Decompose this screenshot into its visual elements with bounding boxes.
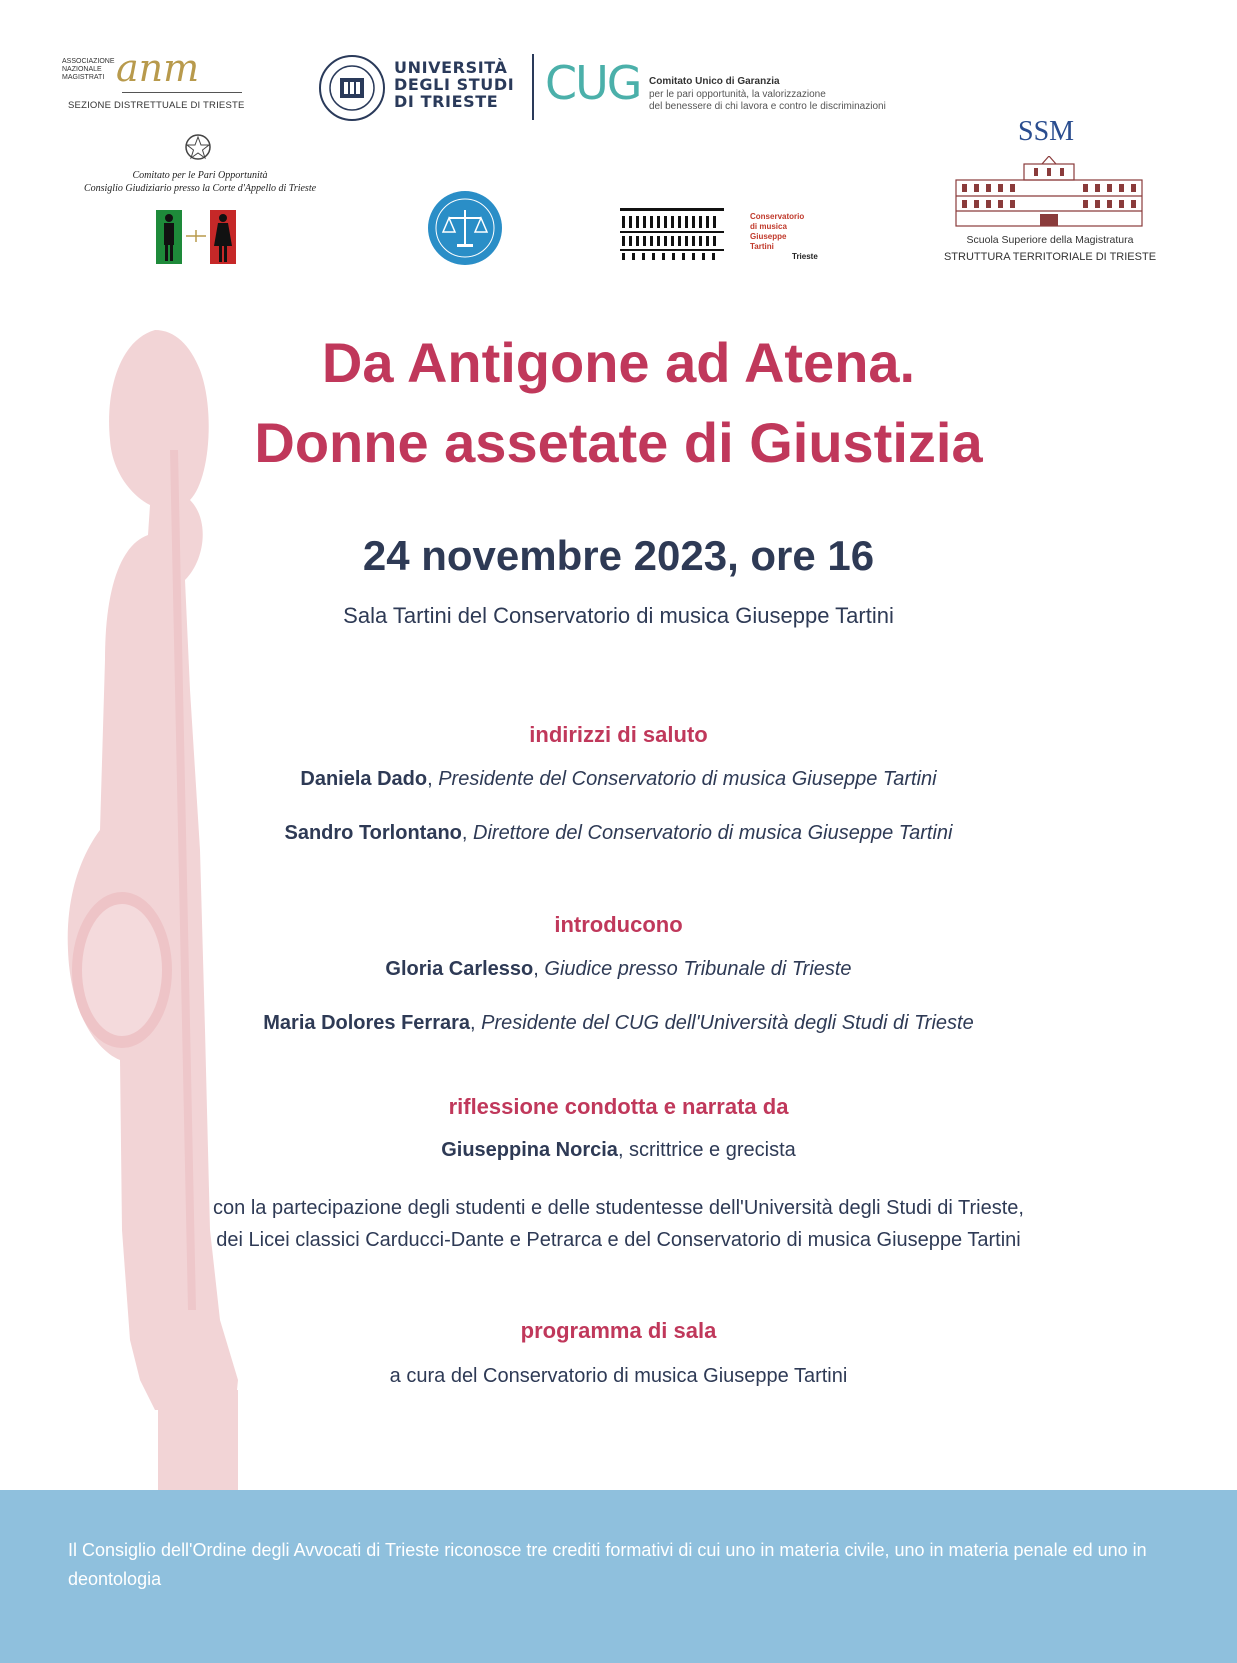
participation-line-2: dei Licei classici Carducci-Dante e Petrarca e del Conservatorio di musica Giuseppe Tartini (216, 1229, 1021, 1251)
intro-heading: introducono (554, 912, 683, 937)
greetings-heading: indirizzi di saluto (529, 722, 708, 747)
anm-small-line-2: NAZIONALE (62, 66, 102, 73)
cug-logo (545, 52, 915, 122)
ssm-name: Scuola Superiore della Magistratura (966, 234, 1134, 246)
greeting-line-1: Daniela Dado, Presidente del Conservatorio di musica Giuseppe Tartini (300, 768, 937, 790)
scales-of-justice-icon (427, 190, 503, 266)
university-line-1: UNIVERSITÀ (394, 58, 508, 77)
university-seal-icon (318, 54, 386, 122)
conservatorio-line-3: Giuseppe (750, 232, 787, 241)
university-line-3: DI TRIESTE (394, 92, 499, 111)
footer-band (0, 1490, 1237, 1663)
anm-small-line-1: ASSOCIAZIONE (62, 58, 115, 65)
ssm-building-icon (954, 156, 1144, 228)
conservatorio-columns-icon (620, 208, 724, 260)
cpo-line-2: Consiglio Giudiziario presso la Corte d'Appello di Trieste (83, 183, 317, 194)
conservatorio-city: Trieste (792, 252, 818, 261)
programme-line: a cura del Conservatorio di musica Giuseppe Tartini (389, 1365, 848, 1387)
participation-line-1: con la partecipazione degli studenti e delle studentesse dell'Università degli Studi di Trieste, (213, 1197, 1024, 1219)
university-line-2: DEGLI STUDI (394, 75, 515, 94)
header-divider (532, 54, 534, 120)
ssm-subtitle: STRUTTURA TERRITORIALE DI TRIESTE (943, 251, 1157, 263)
university-logo (318, 54, 518, 124)
cug-mark: CUG (545, 56, 641, 110)
pari-opportunita-icon (156, 210, 236, 264)
reflection-heading: riflessione condotta e narrata da (448, 1094, 789, 1119)
anm-divider (122, 92, 242, 93)
athena-statue-image (60, 330, 240, 1490)
programme-heading: programma di sala (520, 1318, 717, 1343)
event-venue: Sala Tartini del Conservatorio di musica Giuseppe Tartini (343, 603, 894, 628)
conservatorio-line-1: Conservatorio (750, 212, 805, 221)
ssm-mark: SSM (1018, 116, 1075, 147)
greeting-line-2: Sandro Torlontano, Direttore del Conservatorio di musica Giuseppe Tartini (284, 822, 953, 844)
conservatorio-line-4: Tartini (750, 242, 774, 251)
conservatorio-logo (620, 206, 830, 266)
footer-text: Il Consiglio dell'Ordine degli Avvocati di Trieste riconosce tre crediti formativi di cui uno in materia civile, uno in materia penale ed uno in deontologia (68, 1540, 1147, 1589)
cug-desc-1: per le pari opportunità, la valorizzazione (649, 89, 826, 100)
intro-line-2: Maria Dolores Ferrara, Presidente del CUG dell'Università degli Studi di Trieste (263, 1012, 974, 1034)
anm-logo (62, 46, 262, 116)
conservatorio-line-2: di musica (750, 222, 787, 231)
cug-desc-2: del benessere di chi lavora e contro le discriminazioni (649, 101, 886, 112)
reflection-line: Giuseppina Norcia, scrittrice e grecista (441, 1139, 796, 1161)
event-title-line-2: Donne assetate di Giustizia (254, 411, 983, 474)
event-date: 24 novembre 2023, ore 16 (362, 532, 875, 579)
italian-emblem-icon (183, 132, 213, 162)
cpo-logo (50, 130, 350, 270)
ssm-logo (930, 114, 1170, 274)
anm-small-line-3: MAGISTRATI (62, 74, 105, 81)
anm-subtitle: SEZIONE DISTRETTUALE DI TRIESTE (68, 100, 245, 111)
cug-name: Comitato Unico di Garanzia (649, 76, 780, 87)
intro-line-1: Gloria Carlesso, Giudice presso Tribunale di Trieste (385, 958, 852, 980)
cpo-line-1: Comitato per le Pari Opportunità (132, 170, 268, 181)
anm-script: anm (116, 46, 200, 90)
event-title-line-1: Da Antigone ad Atena. (321, 331, 916, 394)
